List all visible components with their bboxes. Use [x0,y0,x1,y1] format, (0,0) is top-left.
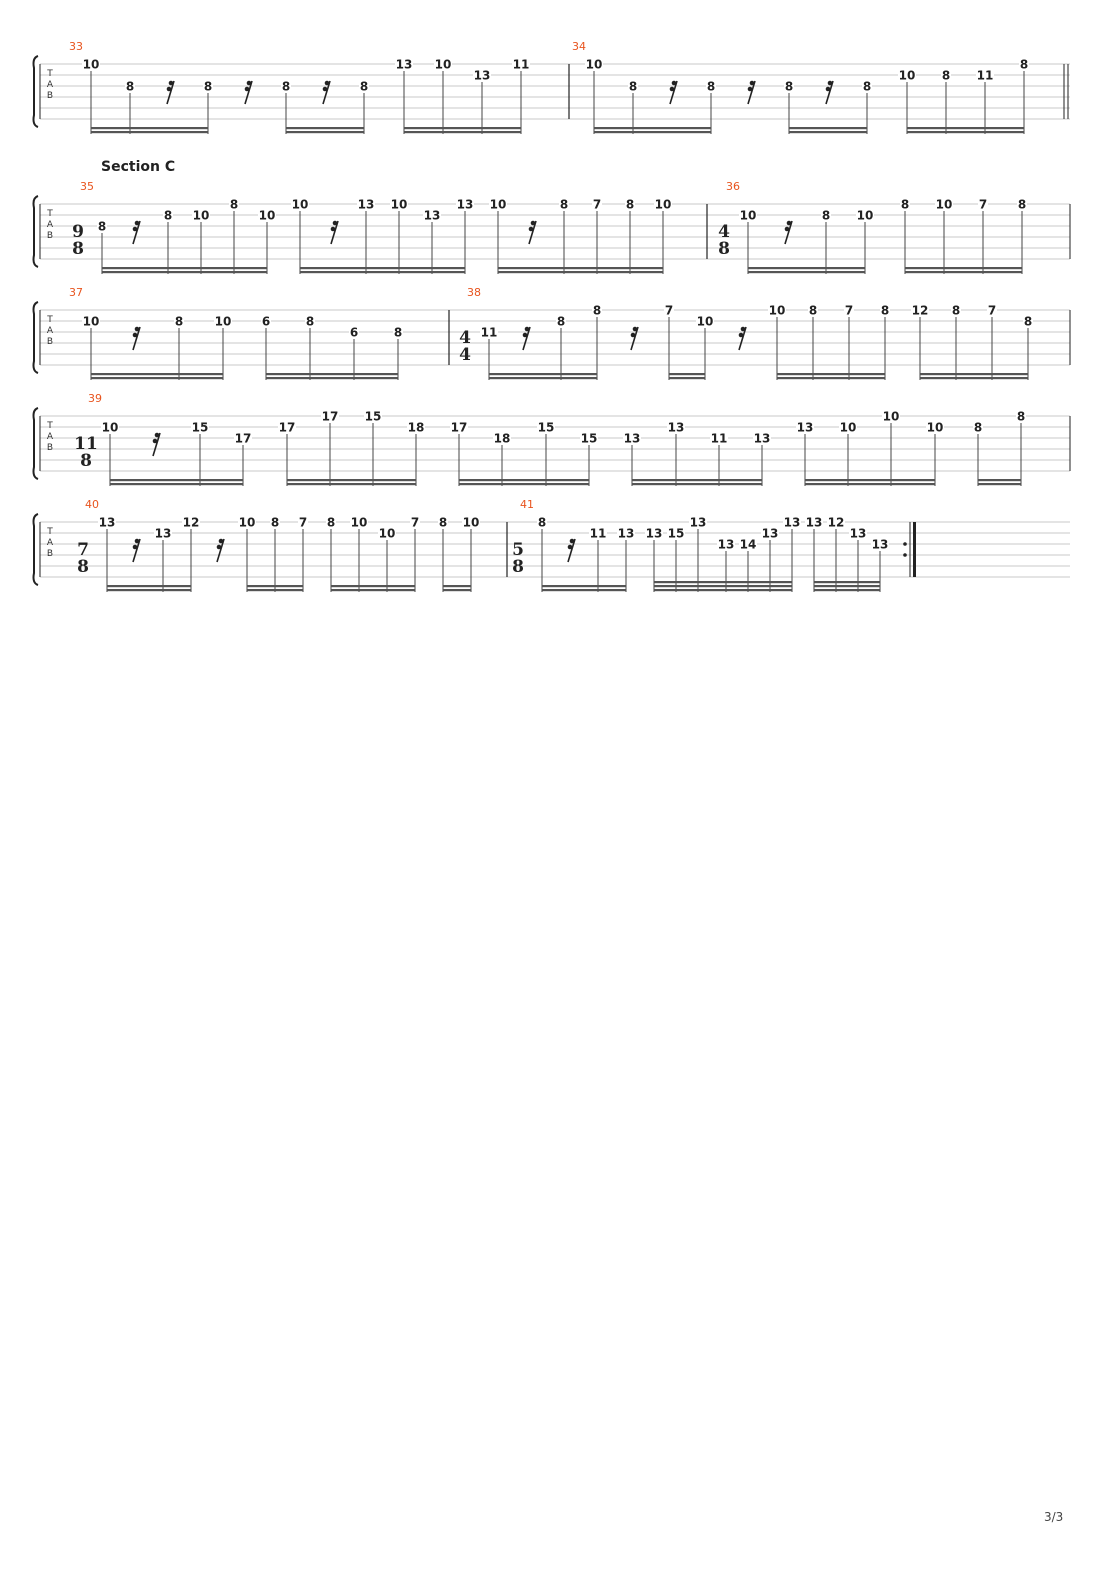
repeat-barline-thick [913,522,916,577]
beam [286,131,364,133]
time-signature-denominator: 4 [459,345,471,365]
beam [91,131,208,133]
beam [498,267,663,269]
measure-number: 38 [467,286,481,299]
measure-number: 41 [520,498,534,511]
beam [91,373,223,375]
fret-number: 11 [512,57,530,72]
fret-number: 8 [592,303,602,318]
fret-number: 13 [623,431,641,446]
fret-number: 13 [717,537,735,552]
beam [300,271,465,273]
system-bracket [34,514,39,585]
measure-number: 36 [726,180,740,193]
fret-number: 12 [827,515,845,530]
beam [489,377,597,379]
fret-number: 10 [768,303,786,318]
fret-number: 7 [987,303,997,318]
beam [920,377,1028,379]
fret-number: 13 [783,515,801,530]
fret-number: 8 [808,303,818,318]
fret-number: 8 [97,219,107,234]
tab-clef-letter: B [46,443,54,453]
fret-number: 8 [229,197,239,212]
tab-clef-letter: A [46,326,54,336]
page-number: 3/3 [1044,1510,1064,1524]
fret-number: 10 [82,314,100,329]
fret-number: 11 [976,68,994,83]
repeat-dot [903,553,907,557]
fret-number: 13 [753,431,771,446]
fret-number: 8 [305,314,315,329]
beam [814,581,880,583]
fret-number: 18 [493,431,511,446]
fret-number: 17 [321,409,339,424]
fret-number: 8 [706,79,716,94]
beam [805,483,935,485]
beam [669,377,705,379]
beam [287,479,416,481]
fret-number: 8 [556,314,566,329]
beam [905,271,1022,273]
tab-clef-letter: A [46,220,54,230]
beam [632,479,762,481]
beam [907,131,1024,133]
fret-number: 8 [941,68,951,83]
system-bracket [34,408,39,479]
beam [404,131,521,133]
section-label: Section C [101,159,176,175]
time-signature-numerator: 5 [512,540,524,560]
fret-number: 18 [407,420,425,435]
beam [978,483,1021,485]
fret-number: 17 [278,420,296,435]
measure-number: 33 [69,40,83,53]
beam [331,585,415,587]
beam [594,131,711,133]
fret-number: 13 [456,197,474,212]
time-signature-denominator: 8 [72,239,84,259]
fret-number: 13 [689,515,707,530]
tab-clef-letter: A [46,80,54,90]
fret-number: 17 [450,420,468,435]
beam [777,373,885,375]
fret-number: 10 [739,208,757,223]
fret-number: 13 [357,197,375,212]
fret-number: 13 [667,420,685,435]
fret-number: 8 [973,420,983,435]
fret-number: 8 [174,314,184,329]
fret-number: 8 [862,79,872,94]
fret-number: 8 [1016,409,1026,424]
beam [443,589,471,591]
fret-number: 13 [423,208,441,223]
beam [300,267,465,269]
fret-number: 10 [434,57,452,72]
fret-number: 13 [805,515,823,530]
fret-number: 8 [1019,57,1029,72]
beam [789,127,867,129]
tab-clef-letter: B [46,91,54,101]
fret-number: 7 [978,197,988,212]
tab-clef-letter: T [47,527,53,537]
fret-number: 8 [784,79,794,94]
fret-number: 10 [898,68,916,83]
beam [814,585,880,587]
beam [91,377,223,379]
beam [331,589,415,591]
beam [102,267,267,269]
fret-number: 8 [625,197,635,212]
time-signature-numerator: 9 [72,222,84,242]
fret-number: 14 [739,537,757,552]
fret-number: 10 [489,197,507,212]
fret-number: 15 [191,420,209,435]
fret-number: 8 [1017,197,1027,212]
tab-clef-letter: T [47,69,53,79]
beam [789,131,867,133]
tab-clef-letter: B [46,549,54,559]
fret-number: 10 [926,420,944,435]
measure-number: 39 [88,392,102,405]
beam [489,373,597,375]
tab-clef-letter: B [46,231,54,241]
beam [110,483,243,485]
repeat-dot [903,542,907,546]
time-signature-denominator: 8 [77,557,89,577]
beam [107,589,191,591]
fret-number: 10 [696,314,714,329]
fret-number: 8 [359,79,369,94]
measure-number: 40 [85,498,99,511]
fret-number: 15 [667,526,685,541]
beam [91,127,208,129]
beam [266,377,398,379]
fret-number: 13 [849,526,867,541]
fret-number: 13 [395,57,413,72]
fret-number: 10 [462,515,480,530]
fret-number: 10 [585,57,603,72]
tab-clef-letter: B [46,337,54,347]
fret-number: 13 [473,68,491,83]
fret-number: 13 [645,526,663,541]
time-signature-denominator: 8 [512,557,524,577]
beam [542,585,626,587]
fret-number: 17 [234,431,252,446]
fret-number: 15 [580,431,598,446]
measure-number: 37 [69,286,83,299]
beam [654,581,792,583]
fret-number: 7 [664,303,674,318]
fret-number: 11 [710,431,728,446]
fret-number: 10 [192,208,210,223]
fret-number: 13 [617,526,635,541]
beam [748,267,865,269]
beam [654,589,792,591]
beam [110,479,243,481]
tab-clef-letter: A [46,538,54,548]
fret-number: 13 [761,526,779,541]
beam [459,483,589,485]
fret-number: 8 [326,515,336,530]
beam [404,127,521,129]
time-signature-denominator: 8 [80,451,92,471]
beam [920,373,1028,375]
fret-number: 10 [238,515,256,530]
fret-number: 12 [911,303,929,318]
fret-number: 8 [281,79,291,94]
fret-number: 8 [951,303,961,318]
beam [542,589,626,591]
fret-number: 13 [871,537,889,552]
time-signature-numerator: 7 [77,540,89,560]
fret-number: 10 [214,314,232,329]
fret-number: 10 [856,208,874,223]
beam [247,585,303,587]
fret-number: 10 [378,526,396,541]
tab-clef-letter: T [47,421,53,431]
fret-number: 15 [364,409,382,424]
fret-number: 10 [882,409,900,424]
fret-number: 13 [796,420,814,435]
fret-number: 7 [410,515,420,530]
fret-number: 10 [654,197,672,212]
beam [805,479,935,481]
fret-number: 7 [298,515,308,530]
fret-number: 8 [559,197,569,212]
beam [266,373,398,375]
fret-number: 11 [589,526,607,541]
fret-number: 13 [98,515,116,530]
beam [669,373,705,375]
fret-number: 15 [537,420,555,435]
fret-number: 6 [349,325,359,340]
beam [247,589,303,591]
beam [102,271,267,273]
fret-number: 10 [839,420,857,435]
system-bracket [34,302,39,373]
beam [459,479,589,481]
time-signature-numerator: 4 [718,222,730,242]
fret-number: 10 [935,197,953,212]
beam [498,271,663,273]
fret-number: 8 [628,79,638,94]
beam [907,127,1024,129]
fret-number: 7 [592,197,602,212]
fret-number: 13 [154,526,172,541]
fret-number: 8 [438,515,448,530]
time-signature-numerator: 11 [74,434,98,454]
beam [748,271,865,273]
fret-number: 7 [844,303,854,318]
fret-number: 6 [261,314,271,329]
measure-number: 34 [572,40,586,53]
fret-number: 8 [537,515,547,530]
beam [287,483,416,485]
tab-clef-letter: A [46,432,54,442]
fret-number: 10 [291,197,309,212]
fret-number: 10 [82,57,100,72]
beam [443,585,471,587]
fret-number: 12 [182,515,200,530]
beam [632,483,762,485]
fret-number: 8 [821,208,831,223]
system-bracket [34,56,39,127]
fret-number: 8 [203,79,213,94]
beam [654,585,792,587]
system-bracket [34,196,39,267]
fret-number: 11 [480,325,498,340]
time-signature-denominator: 8 [718,239,730,259]
beam [905,267,1022,269]
fret-number: 8 [900,197,910,212]
measure-number: 35 [80,180,94,193]
fret-number: 8 [393,325,403,340]
fret-number: 10 [390,197,408,212]
fret-number: 10 [101,420,119,435]
beam [594,127,711,129]
fret-number: 8 [163,208,173,223]
fret-number: 10 [258,208,276,223]
fret-number: 8 [270,515,280,530]
time-signature-numerator: 4 [459,328,471,348]
beam [777,377,885,379]
beam [286,127,364,129]
fret-number: 10 [350,515,368,530]
fret-number: 8 [125,79,135,94]
tab-clef-letter: T [47,209,53,219]
fret-number: 8 [1023,314,1033,329]
fret-number: 8 [880,303,890,318]
beam [107,585,191,587]
beam [814,589,880,591]
tab-clef-letter: T [47,315,53,325]
beam [978,479,1021,481]
